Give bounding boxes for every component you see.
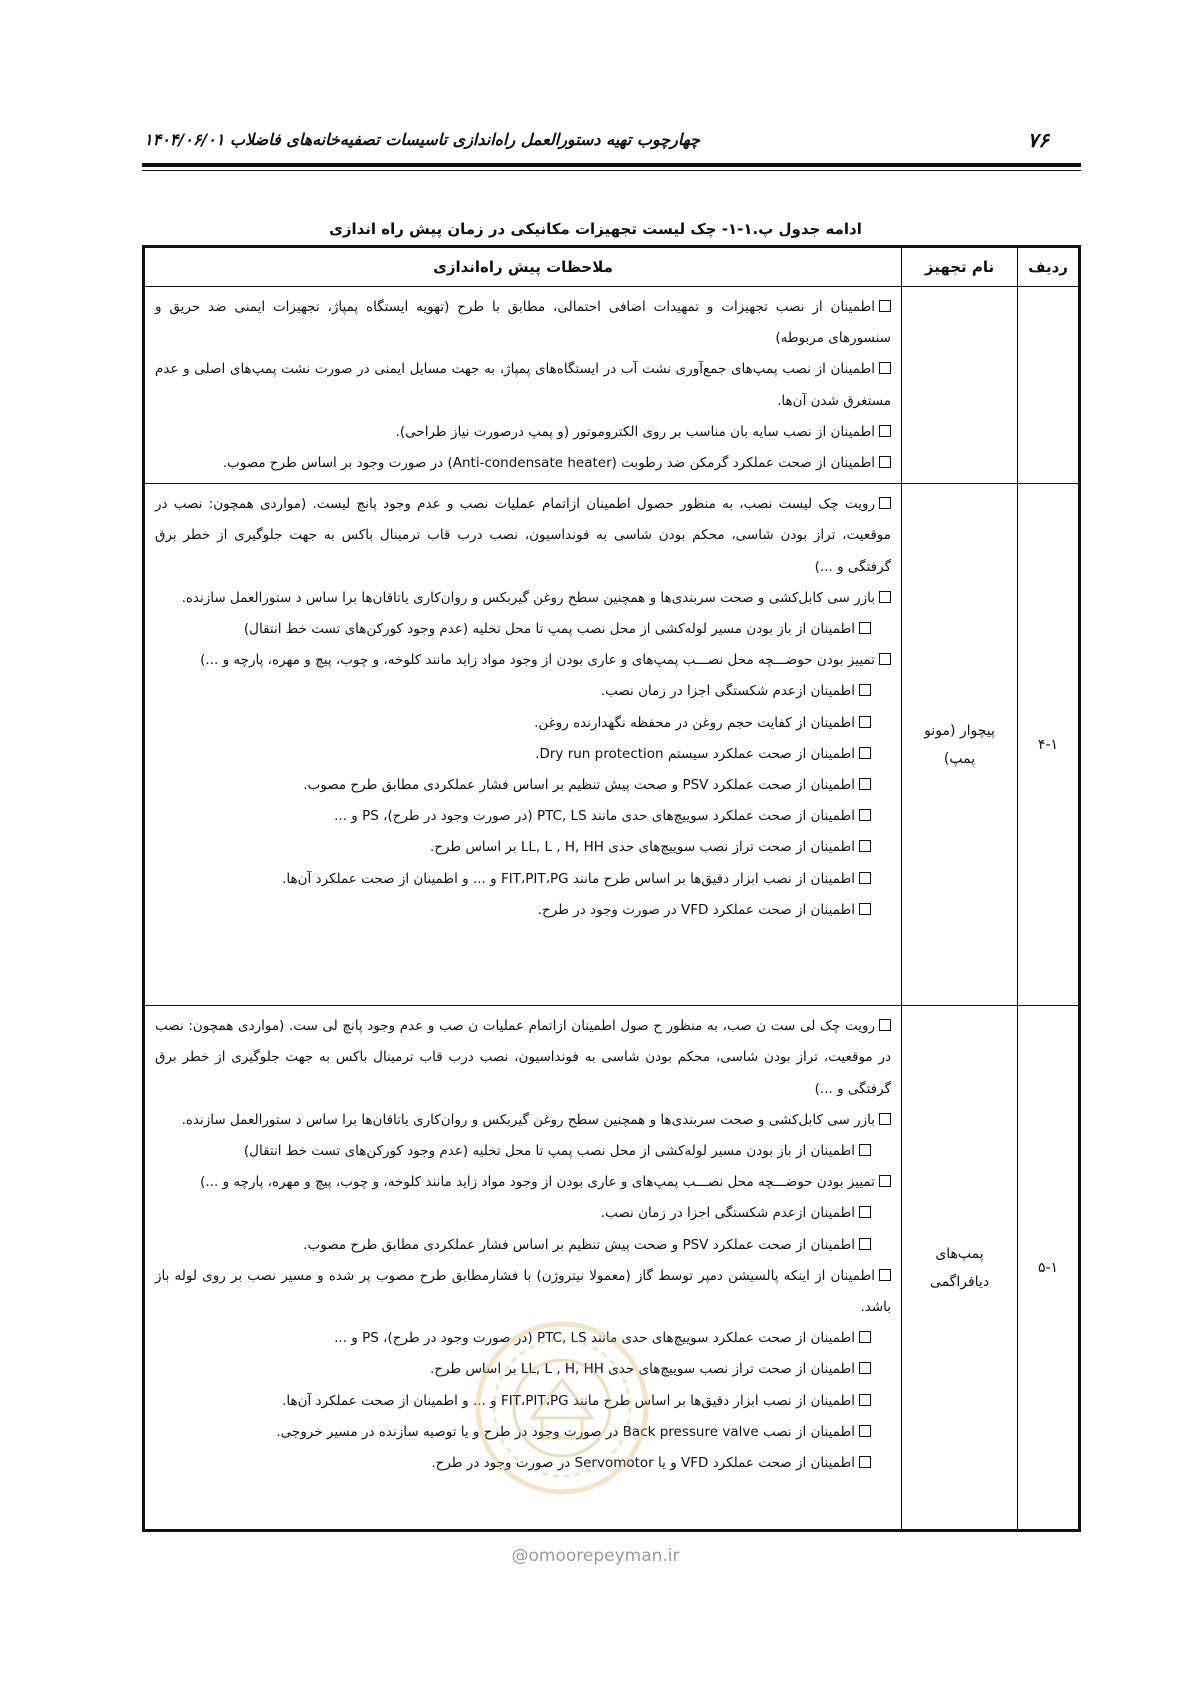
checkbox-icon — [859, 1238, 871, 1250]
checklist-item: اطمینان از صحت عملکرد VFD در صورت وجود در طرح. — [155, 895, 891, 926]
checklist-item: اطمینان ازعدم شکستگی اجزا در زمان نصب. — [155, 676, 891, 707]
checklist-item: تمییز بودن حوضـــچه محل نصـــب پمپ‌های و عاری بودن از وجود مواد زاید مانند کلوخه، و چوب، پیچ و مهره، پارچه و ...) — [155, 1167, 891, 1198]
header-notes: ملاحظات پیش راه‌اندازی — [144, 247, 902, 287]
row-number-cell — [1018, 287, 1080, 484]
header-rule-thick — [142, 163, 1081, 167]
checkbox-icon — [879, 1113, 891, 1125]
checkbox-icon — [879, 591, 891, 603]
equipment-name-line: پمپ) — [943, 750, 976, 767]
table-caption: ادامه جدول پ.۱-۱- چک لیست تجهیزات مکانیکی در زمان پیش راه اندازی — [329, 220, 862, 238]
checkbox-icon — [859, 872, 871, 884]
row-number-cell: ۵-۱ — [1018, 1006, 1080, 1531]
checkbox-icon — [859, 1362, 871, 1374]
table-row — [144, 287, 1080, 484]
checkbox-icon — [859, 747, 871, 759]
checklist-item: اطمینان از صحت عملکرد PSV و صحت پیش تنظیم بر اساس فشار عملکردی مطابق طرح مصوب. — [155, 1230, 891, 1261]
header-row-no: ردیف — [1018, 247, 1080, 287]
checkbox-icon — [879, 653, 891, 665]
checklist-item: اطمینان از صحت عملکرد VFD و یا Servomotor در صورت وجود در طرح. — [155, 1448, 891, 1479]
checklist-item: اطمینان از صحت عملکرد PSV و صحت پیش تنظیم بر اساس فشار عملکردی مطابق طرح مصوب. — [155, 770, 891, 801]
checklist-item: اطمینان از نصب تجهیزات و تمهیدات اضافی احتمالی، مطابق با طرح (تهویه ایستگاه پمپاژ، تجهیزات ایمنی ضد حریق و سنسورهای مربوطه) — [155, 299, 891, 347]
checklist-item: تمییز بودن حوضـــچه محل نصـــب پمپ‌های و عاری بودن از وجود مواد زاید مانند کلوخه، و چوب، پیچ و مهره، پارچه و ...) — [155, 645, 891, 676]
checkbox-icon — [859, 1331, 871, 1343]
checklist-item: اطمینان از نصب Back pressure valve در صورت وجود در طرح و یا توصیه سازنده در مسیر خروجی. — [155, 1417, 891, 1448]
checkbox-icon — [859, 1425, 871, 1437]
checklist-item: اطمینان از صحت عملکرد گرمکن ضد رطوبت (Anti-condensate heater) در صورت وجود بر اساس طرح مصوب. — [155, 448, 891, 479]
checklist-item: اطمینان از صحت عملکرد سیستم Dry run protection. — [155, 739, 891, 770]
watermark-site-url: @omoorepeyman.ir — [511, 1546, 680, 1566]
checkbox-icon — [859, 809, 871, 821]
checkbox-icon — [859, 1394, 871, 1406]
checkbox-icon — [879, 300, 891, 312]
watermark-seal-logo — [472, 1318, 652, 1498]
equipment-cell — [902, 484, 1018, 1006]
checklist-item: اطمینان از نصب ابزار دقیق‌ها بر اساس طرح مانند FIT،PIT،PG و ... و اطمینان از صحت عملکرد آن‌ها. — [155, 864, 891, 895]
table-row — [144, 484, 1080, 1006]
checkbox-icon — [879, 1019, 891, 1031]
checkbox-icon — [859, 778, 871, 790]
checkbox-icon — [879, 425, 891, 437]
equipment-cell — [902, 1006, 1018, 1531]
checkbox-icon — [879, 456, 891, 468]
checkbox-icon — [859, 1456, 871, 1468]
checkbox-icon — [859, 903, 871, 915]
checkbox-icon — [859, 1144, 871, 1156]
checklist-item: بازر سی کابل‌کشی و صحت سربندی‌ها و همچنین سطح روغن گیربکس و روان‌کاری یاتاقان‌ها برا ساس د ستورالعمل سازنده. — [155, 583, 891, 614]
checkbox-icon — [879, 1269, 891, 1281]
checkbox-icon — [859, 684, 871, 696]
equipment-name-line: پمپ‌های — [935, 1245, 984, 1262]
checklist-item: اطمینان از صحت تراز نصب سوییچ‌های حدی LL, L , H, HH بر اساس طرح. — [155, 1354, 891, 1385]
checkbox-icon — [859, 716, 871, 728]
checklist-item: اطمینان از صحت عملکرد سوییچ‌های حدی مانند PTC, LS (در صورت وجود در طرح)، PS و ... — [155, 1323, 891, 1354]
notes-cell — [144, 287, 902, 484]
checkbox-icon — [879, 497, 891, 509]
header-equipment: نام تجهیز — [902, 247, 1018, 287]
checklist-item: اطمینان از صحت عملکرد سوییچ‌های حدی مانند PTC, LS (در صورت وجود در طرح)، PS و ... — [155, 801, 891, 832]
checklist-item: اطمینان از باز بودن مسیر لوله‌کشی از محل نصب پمپ تا محل تخلیه (عدم وجود کورکن‌های تست خط انتقال) — [155, 614, 891, 645]
checklist-item: اطمینان از نصب پمپ‌های جمع‌آوری نشت آب در ایستگاه‌های پمپاژ، به جهت مسایل ایمنی در صورت نشت پمپ‌های اصلی و عدم مستغرق شدن آن‌ها. — [155, 361, 891, 409]
equipment-name-line: پیچوار (مونو — [924, 722, 995, 739]
checkbox-icon — [879, 1175, 891, 1187]
checklist-item: بازر سی کابل‌کشی و صحت سربندی‌ها و همچنین سطح روغن گیربکس و روان‌کاری یاتاقان‌ها برا ساس د ستورالعمل سازنده. — [155, 1105, 891, 1136]
notes-cell — [144, 484, 902, 1006]
checklist-item: اطمینان ازعدم شکستگی اجزا در زمان نصب. — [155, 1198, 891, 1229]
checklist-item: اطمینان از صحت تراز نصب سوییچ‌های حدی LL, L , H, HH بر اساس طرح. — [155, 832, 891, 863]
equipment-cell — [902, 287, 1018, 484]
checkbox-icon — [859, 840, 871, 852]
checklist-item: اطمینان از باز بودن مسیر لوله‌کشی از محل نصب پمپ تا محل تخلیه (عدم وجود کورکن‌های تست خط انتقال) — [155, 1136, 891, 1167]
checkbox-icon — [879, 362, 891, 374]
checkbox-icon — [859, 622, 871, 634]
checklist-item: اطمینان از نصب سایه بان مناسب بر روی الکتروموتور (و پمپ درصورت نیاز طراحی). — [155, 417, 891, 448]
row-number-cell: ۴-۱ — [1018, 484, 1080, 1006]
table-header-row — [144, 247, 1080, 287]
checklist-item: اطمینان از اینکه پالسیشن دمپر توسط گاز (معمولا نیتروژن) با فشارمطابق طرح مصوب پر شده و مسیر نصب بر روی لوله باز باشد. — [155, 1267, 891, 1316]
checklist-item: رویت چک لی ست ن صب، به منظور ح صول اطمینان ازاتمام عملیات ن صب و عدم وجود پانچ لی ست. (مواردی همچون: نصب در موقعیت، تراز بودن شاسی، محکم بودن شاسی به فونداسیون، نصب درب قاب ترمینال باکس به جهت جلوگیری از خطر برق گرفتگی و ...) — [155, 1018, 891, 1097]
checklist-item: اطمینان از نصب ابزار دقیق‌ها بر اساس طرح مانند FIT،PIT،PG و ... و اطمینان از صحت عملکرد آن‌ها. — [155, 1386, 891, 1417]
header-rule-thin — [142, 170, 1081, 171]
checklist-item: اطمینان از کفایت حجم روغن در محفظه نگهدارنده روغن. — [155, 708, 891, 739]
checkbox-icon — [859, 1206, 871, 1218]
running-header-title: چهارچوب تهیه دستورالعمل راه‌اندازی تاسیسات تصفیه‌خانه‌های فاضلاب ۱۴۰۴/۰۶/۰۱ — [144, 130, 701, 149]
equipment-name-line: دیافراگمی — [929, 1273, 990, 1290]
page-number: ۷۶ — [1027, 128, 1049, 152]
checklist-item: رویت چک لیست نصب، به منظور حصول اطمینان ازاتمام عملیات نصب و عدم وجود پانچ لیست. (مواردی همچون: نصب در موقعیت، تراز بودن شاسی، محکم بودن شاسی به فونداسیون، نصب درب قاب ترمینال باکس به جهت جلوگیری از خطر برق گرفتگی و ...) — [155, 496, 891, 575]
